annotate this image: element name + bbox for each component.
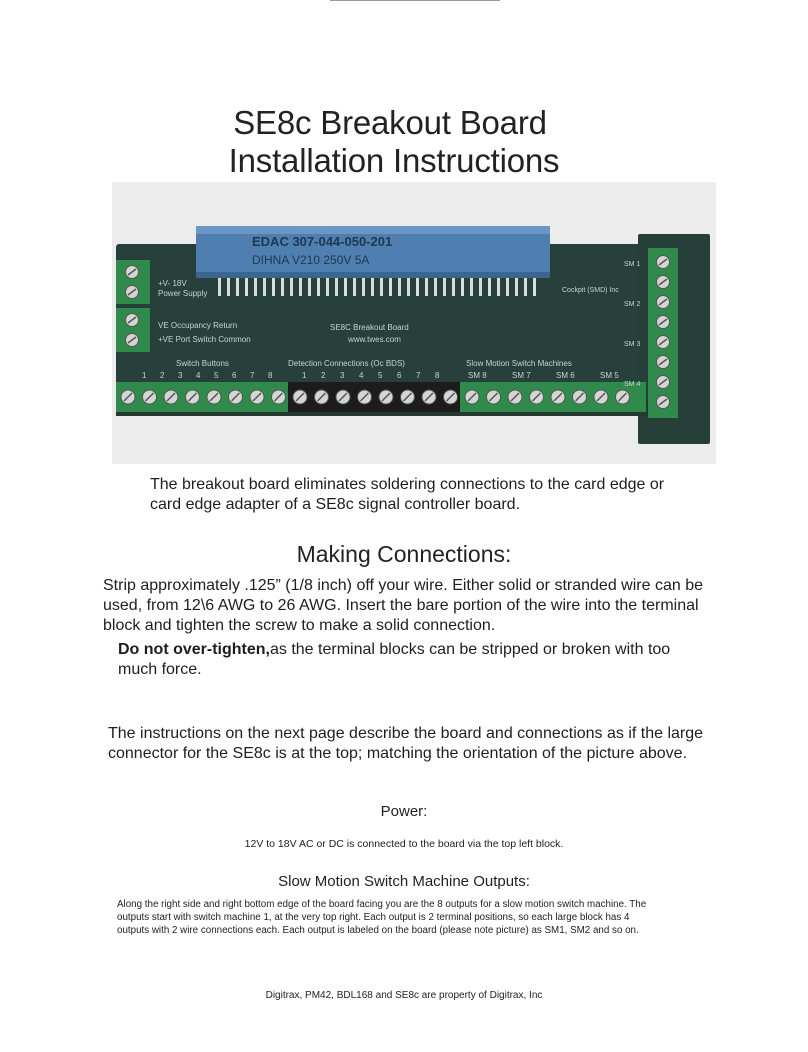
- connector-pin: [407, 278, 410, 296]
- silk-power-1: +V- 18V: [158, 279, 187, 288]
- making-connections-heading: Making Connections:: [296, 541, 512, 567]
- connector-pin: [344, 278, 347, 296]
- connector-pin: [488, 278, 491, 296]
- right-output-label: SM 3: [624, 341, 641, 348]
- silk-detection: Detection Connections (Oc BDS): [288, 359, 405, 368]
- connector-pin: [461, 278, 464, 296]
- silk-occupancy-2: +VE Port Switch Common: [158, 335, 251, 344]
- silk-switch-buttons: Switch Buttons: [176, 359, 229, 368]
- connector-pin: [371, 278, 374, 296]
- slow-motion-text: Along the right side and right bottom edge of the board facing you are the 8 outputs for a slow motion switch machine. The outputs start with switch machine 1, at the very top right. Each output is 2 terminal positions, so each large block has 4 outputs with 2 wire connections each. Each output is labeled on the board (please note picture) as SM1, SM2 and so on.: [117, 899, 647, 936]
- detection-number: 3: [340, 371, 345, 380]
- silk-slow-motion: Slow Motion Switch Machines: [466, 359, 572, 368]
- board-photo-svg: [112, 182, 716, 464]
- connector-pin: [380, 278, 383, 296]
- connector-pin: [317, 278, 320, 296]
- detection-number: 8: [435, 371, 440, 380]
- detection-number: 5: [378, 371, 383, 380]
- footer-trademark: Digitrax, PM42, BDL168 and SE8c are property of Digitrax, Inc: [265, 990, 543, 1001]
- detection-number: 2: [321, 371, 326, 380]
- connector-pin: [272, 278, 275, 296]
- top-rule: [330, 0, 500, 1]
- connector-pin: [227, 278, 230, 296]
- slow-motion-output-label: SM 8: [468, 371, 487, 380]
- connector-pin: [434, 278, 437, 296]
- right-output-label: SM 2: [624, 301, 641, 308]
- connector-pin: [506, 278, 509, 296]
- slow-motion-output-label: SM 5: [600, 371, 619, 380]
- connector-pin: [425, 278, 428, 296]
- connector-pin: [524, 278, 527, 296]
- switch-button-number: 4: [196, 371, 201, 380]
- slow-motion-output-label: SM 6: [556, 371, 575, 380]
- slow-motion-output-label: SM 7: [512, 371, 531, 380]
- intro-paragraph: The breakout board eliminates soldering connections to the card edge or card edge adapter of a SE8c signal controller board.: [150, 476, 665, 513]
- power-text: 12V to 18V AC or DC is connected to the board via the top left block.: [244, 838, 564, 850]
- switch-button-number: 1: [142, 371, 147, 380]
- connector-pin: [533, 278, 536, 296]
- connector-pin: [218, 278, 221, 296]
- chip-text-1: EDAC 307-044-050-201: [252, 234, 393, 249]
- switch-button-number: 6: [232, 371, 237, 380]
- silk-power-2: Power Supply: [158, 289, 208, 298]
- connector-pin: [263, 278, 266, 296]
- detection-number: 6: [397, 371, 402, 380]
- connector-pin: [479, 278, 482, 296]
- page-subtitle: Installation Instructions: [228, 142, 560, 179]
- warning-paragraph: [118, 640, 698, 680]
- connector-pin: [326, 278, 329, 296]
- connector-pin: [416, 278, 419, 296]
- connector-pin: [308, 278, 311, 296]
- power-heading: Power:: [380, 803, 428, 820]
- switch-button-number: 8: [268, 371, 273, 380]
- connector-pin: [335, 278, 338, 296]
- connector-pin: [353, 278, 356, 296]
- detection-number: 4: [359, 371, 364, 380]
- connector-pin: [515, 278, 518, 296]
- right-output-label: SM 4: [624, 381, 641, 388]
- connector-pin: [254, 278, 257, 296]
- switch-button-number: 7: [250, 371, 255, 380]
- connector-pin: [236, 278, 239, 296]
- connector-pin: [497, 278, 500, 296]
- connector-pin: [362, 278, 365, 296]
- switch-button-number: 5: [214, 371, 219, 380]
- strip-instructions: Strip approximately .125” (1/8 inch) off your wire. Either solid or stranded wire can be used, from 12\6 AWG to 26 AWG. Insert the bare portion of the wire into the terminal block and tighten the screw to make a solid connection.: [103, 577, 703, 634]
- connector-pin: [398, 278, 401, 296]
- switch-button-number: 3: [178, 371, 183, 380]
- detection-number: 7: [416, 371, 421, 380]
- connector-pin: [389, 278, 392, 296]
- connector-pin: [299, 278, 302, 296]
- warning-bold: Do not over-tighten,: [118, 641, 270, 658]
- orientation-paragraph: The instructions on the next page describe the board and connections as if the large connector for the SE8c is at the top; matching the orientation of the picture above.: [108, 725, 704, 762]
- warning-rest: as the terminal blocks can be stripped or broken with too much force.: [118, 641, 671, 678]
- connector-pin: [281, 278, 284, 296]
- board-photo: [112, 182, 716, 464]
- page-title: SE8c Breakout Board: [233, 104, 547, 141]
- connector-pin: [452, 278, 455, 296]
- right-terminal-block: [648, 248, 678, 418]
- connector-pin: [290, 278, 293, 296]
- silk-occupancy-1: VE Occupancy Return: [158, 321, 238, 330]
- connector-pin: [443, 278, 446, 296]
- connector-pin: [245, 278, 248, 296]
- silk-cockpit: Cockpit (SMD) Inc: [562, 287, 619, 294]
- chip-text-2: DIHNA V210 250V 5A: [252, 253, 370, 267]
- slow-motion-heading: Slow Motion Switch Machine Outputs:: [278, 873, 530, 890]
- detection-number: 1: [302, 371, 307, 380]
- switch-button-number: 2: [160, 371, 165, 380]
- silk-center-2: www.twes.com: [348, 335, 401, 344]
- silk-center-1: SE8C Breakout Board: [330, 323, 409, 332]
- right-output-label: SM 1: [624, 261, 641, 268]
- connector-pin: [470, 278, 473, 296]
